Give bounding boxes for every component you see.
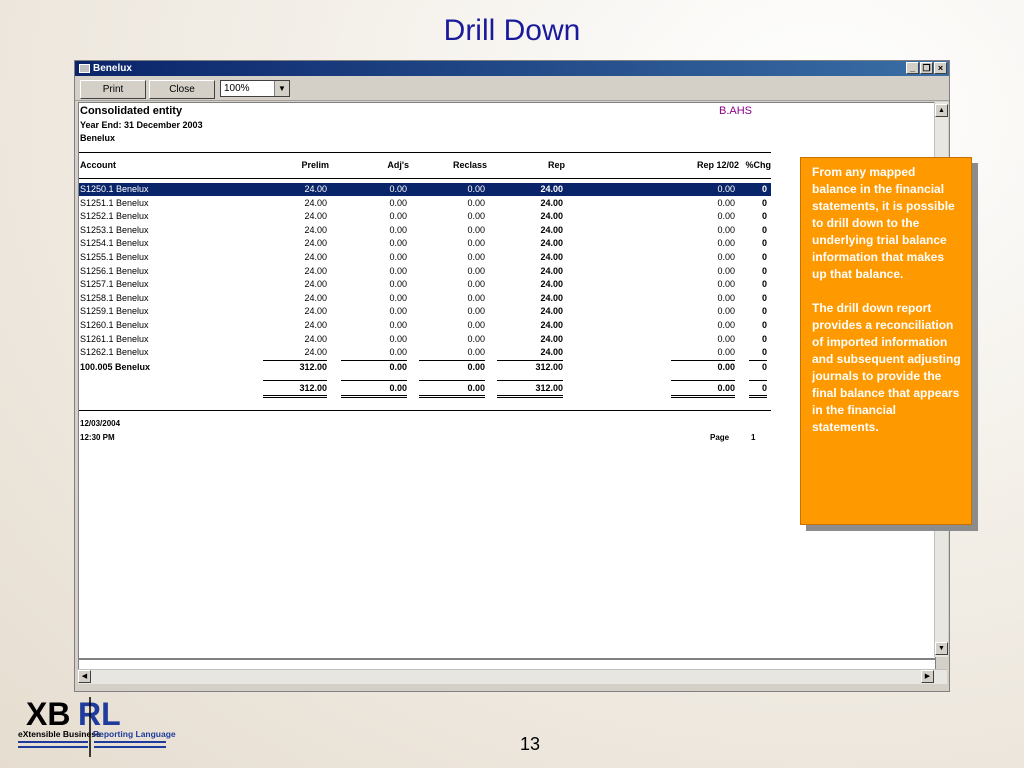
cell-rep: 24.00: [540, 225, 563, 235]
cell-rep: 24.00: [540, 347, 563, 357]
cell-pct-change: 0: [761, 334, 767, 344]
double-rule: [263, 395, 327, 398]
cell-reclass: 0.00: [467, 211, 485, 221]
table-row[interactable]: [79, 319, 771, 332]
cell-rep: 24.00: [540, 306, 563, 316]
scroll-up-icon[interactable]: ▲: [935, 104, 948, 117]
window-controls: [906, 62, 947, 74]
cell-rep: 312.00: [535, 362, 563, 372]
toolbar: [75, 76, 949, 101]
cell-reclass: 0.00: [467, 266, 485, 276]
cell-prelim: 24.00: [304, 293, 327, 303]
col-header-adjs: Adj's: [387, 160, 409, 170]
cell-account: 100.005 Benelux: [80, 362, 151, 372]
cell-pct-change: 0: [761, 266, 767, 276]
report-subtitle: Benelux: [80, 133, 116, 143]
scroll-down-icon[interactable]: ▼: [935, 642, 948, 655]
page-value: 1: [751, 433, 756, 442]
cell-account: S1254.1 Benelux: [80, 238, 149, 248]
cell-prelim: 24.00: [304, 266, 327, 276]
cell-prelim: 24.00: [304, 306, 327, 316]
cell-account: S1253.1 Benelux: [80, 225, 149, 235]
cell-pct-change: 0: [761, 347, 767, 357]
cell-pct-change: 0: [761, 184, 767, 194]
table-row[interactable]: [79, 292, 771, 305]
cell-adjs: 0.00: [389, 347, 407, 357]
col-header-rep-prior: Rep 12/02: [696, 160, 739, 170]
cell-reclass: 0.00: [467, 252, 485, 262]
cell-account: S1255.1 Benelux: [80, 252, 149, 262]
cell-account: S1250.1 Benelux: [80, 184, 149, 194]
table-row[interactable]: [79, 305, 771, 318]
cell-rep: 24.00: [540, 184, 563, 194]
col-header-account: Account: [80, 160, 116, 170]
cell-rep-prior: 0.00: [717, 334, 735, 344]
table-row[interactable]: [79, 333, 771, 346]
cell-pct-change: 0: [761, 306, 767, 316]
cell-adjs: 0.00: [389, 320, 407, 330]
cell-rep-prior: 0.00: [717, 198, 735, 208]
total-rule: [419, 380, 485, 381]
cell-reclass: 0.00: [467, 320, 485, 330]
double-rule: [749, 395, 767, 398]
cell-rep: 24.00: [540, 334, 563, 344]
cell-adjs: 0.00: [389, 252, 407, 262]
cell-prelim: 24.00: [304, 279, 327, 289]
col-header-prelim: Prelim: [301, 160, 329, 170]
page-number: 13: [520, 734, 541, 754]
cell-rep: 24.00: [540, 293, 563, 303]
cell-rep-prior: 0.00: [717, 347, 735, 357]
total-rule: [341, 380, 407, 381]
cell-adjs: 0.00: [389, 334, 407, 344]
cell-adjs: 0.00: [389, 383, 407, 393]
window-titlebar[interactable]: [75, 61, 949, 76]
cell-reclass: 0.00: [467, 347, 485, 357]
cell-pct-change: 0: [761, 198, 767, 208]
cell-prelim: 24.00: [304, 198, 327, 208]
table-row[interactable]: [79, 183, 771, 196]
scroll-right-icon[interactable]: ▶: [921, 670, 934, 683]
table-row[interactable]: [79, 265, 771, 278]
svg-text:Reporting Language: Reporting Language: [93, 729, 176, 739]
cell-adjs: 0.00: [389, 198, 407, 208]
cell-rep-prior: 0.00: [717, 293, 735, 303]
callout-paragraph-2: The drill down report provides a reconciliation of imported information and subsequent adjusting journals to provide the final balance that appears in the financial statements.: [812, 301, 961, 434]
divider: [79, 178, 771, 179]
app-icon: [79, 64, 90, 73]
cell-prelim: 24.00: [304, 238, 327, 248]
cell-rep-prior: 0.00: [717, 225, 735, 235]
cell-account: S1251.1 Benelux: [80, 198, 149, 208]
zoom-select[interactable]: [220, 80, 290, 97]
cell-account: S1252.1 Benelux: [80, 211, 149, 221]
cell-pct-change: 0: [761, 362, 767, 372]
cell-pct-change: 0: [761, 238, 767, 248]
double-rule: [419, 395, 485, 398]
callout-note: [800, 157, 972, 525]
scroll-left-icon[interactable]: ◀: [78, 670, 91, 683]
cell-pct-change: 0: [761, 320, 767, 330]
cell-account: S1260.1 Benelux: [80, 320, 149, 330]
cell-account: S1262.1 Benelux: [80, 347, 149, 357]
cell-prelim: 312.00: [299, 362, 327, 372]
xbrl-logo: [16, 697, 186, 759]
cell-adjs: 0.00: [389, 266, 407, 276]
cell-adjs: 0.00: [389, 184, 407, 194]
cell-rep: 24.00: [540, 211, 563, 221]
table-row[interactable]: [79, 251, 771, 264]
table-row[interactable]: [79, 197, 771, 210]
minimize-icon[interactable]: _: [906, 62, 919, 74]
page-label: Page: [710, 433, 730, 442]
double-rule: [497, 395, 563, 398]
double-rule: [671, 395, 735, 398]
cell-rep-prior: 0.00: [717, 383, 735, 393]
cell-adjs: 0.00: [389, 306, 407, 316]
cell-rep: 24.00: [540, 252, 563, 262]
report-year-end: Year End: 31 December 2003: [80, 120, 203, 130]
cell-rep-prior: 0.00: [717, 306, 735, 316]
cell-rep-prior: 0.00: [717, 320, 735, 330]
window-title: Benelux: [93, 63, 132, 74]
cell-rep-prior: 0.00: [717, 252, 735, 262]
chevron-down-icon[interactable]: ▼: [274, 81, 289, 96]
cell-rep-prior: 0.00: [717, 362, 735, 372]
horizontal-scrollbar[interactable]: [78, 669, 947, 684]
cell-prelim: 24.00: [304, 225, 327, 235]
slide-title: Drill Down: [443, 14, 581, 47]
cell-reclass: 0.00: [467, 362, 485, 372]
cell-rep: 24.00: [540, 320, 563, 330]
cell-rep: 24.00: [540, 279, 563, 289]
cell-adjs: 0.00: [389, 279, 407, 289]
cell-rep: 24.00: [540, 266, 563, 276]
total-rule: [263, 380, 327, 381]
cell-adjs: 0.00: [389, 225, 407, 235]
cell-reclass: 0.00: [467, 225, 485, 235]
print-date: 12/03/2004: [80, 419, 121, 428]
cell-reclass: 0.00: [467, 334, 485, 344]
cell-rep-prior: 0.00: [717, 211, 735, 221]
cell-pct-change: 0: [761, 293, 767, 303]
zoom-value: 100%: [224, 83, 250, 94]
svg-text:XB: XB: [26, 697, 71, 732]
print-button[interactable]: Print: [80, 80, 146, 99]
cell-adjs: 0.00: [389, 238, 407, 248]
double-rule: [341, 395, 407, 398]
report-entity: Consolidated entity: [80, 105, 183, 117]
cell-account: S1256.1 Benelux: [80, 266, 149, 276]
cell-adjs: 0.00: [389, 211, 407, 221]
table-row[interactable]: [79, 210, 771, 223]
cell-rep-prior: 0.00: [717, 279, 735, 289]
col-header-reclass: Reclass: [452, 160, 487, 170]
total-rule: [671, 380, 735, 381]
cell-adjs: 0.00: [389, 293, 407, 303]
cell-reclass: 0.00: [467, 279, 485, 289]
cell-pct-change: 0: [761, 252, 767, 262]
cell-reclass: 0.00: [467, 238, 485, 248]
cell-prelim: 24.00: [304, 347, 327, 357]
cell-account: S1261.1 Benelux: [80, 334, 149, 344]
cell-rep-prior: 0.00: [717, 238, 735, 248]
cell-rep: 24.00: [540, 198, 563, 208]
cell-rep-prior: 0.00: [717, 266, 735, 276]
cell-reclass: 0.00: [467, 184, 485, 194]
cell-reclass: 0.00: [467, 293, 485, 303]
svg-text:RL: RL: [78, 697, 121, 732]
restore-icon[interactable]: ❐: [920, 62, 933, 74]
cell-prelim: 312.00: [299, 383, 327, 393]
cell-rep: 312.00: [535, 383, 563, 393]
cell-prelim: 24.00: [304, 211, 327, 221]
cell-rep-prior: 0.00: [717, 184, 735, 194]
table-row[interactable]: [79, 278, 771, 291]
col-header-pct-change: %Chg: [745, 160, 771, 170]
cell-pct-change: 0: [761, 211, 767, 221]
callout-paragraph-1: From any mapped balance in the financial statements, it is possible to drill down to the underlying trial balance information that makes up that balance.: [812, 165, 955, 281]
divider: [79, 152, 771, 153]
cell-prelim: 24.00: [304, 334, 327, 344]
total-rule: [749, 380, 767, 381]
table-row[interactable]: [79, 237, 771, 250]
svg-text:eXtensible Business: eXtensible Business: [18, 729, 101, 739]
cell-adjs: 0.00: [389, 362, 407, 372]
cell-prelim: 24.00: [304, 320, 327, 330]
cell-reclass: 0.00: [467, 306, 485, 316]
cell-pct-change: 0: [761, 225, 767, 235]
col-header-rep: Rep: [547, 160, 565, 170]
table-row[interactable]: [79, 346, 771, 359]
print-time: 12:30 PM: [80, 433, 115, 442]
close-icon[interactable]: ×: [934, 62, 947, 74]
cell-account: S1259.1 Benelux: [80, 306, 149, 316]
cell-reclass: 0.00: [467, 383, 485, 393]
divider: [79, 410, 771, 411]
cell-rep: 24.00: [540, 238, 563, 248]
subtotal-row[interactable]: [79, 361, 771, 374]
table-row[interactable]: [79, 224, 771, 237]
cell-prelim: 24.00: [304, 184, 327, 194]
cell-prelim: 24.00: [304, 252, 327, 262]
close-button[interactable]: Close: [149, 80, 215, 99]
report-code: B.AHS: [719, 105, 753, 117]
total-rule: [497, 380, 563, 381]
cell-reclass: 0.00: [467, 198, 485, 208]
grand-total-row[interactable]: [79, 382, 771, 395]
cell-account: S1258.1 Benelux: [80, 293, 149, 303]
cell-account: S1257.1 Benelux: [80, 279, 149, 289]
cell-pct-change: 0: [761, 383, 767, 393]
cell-pct-change: 0: [761, 279, 767, 289]
